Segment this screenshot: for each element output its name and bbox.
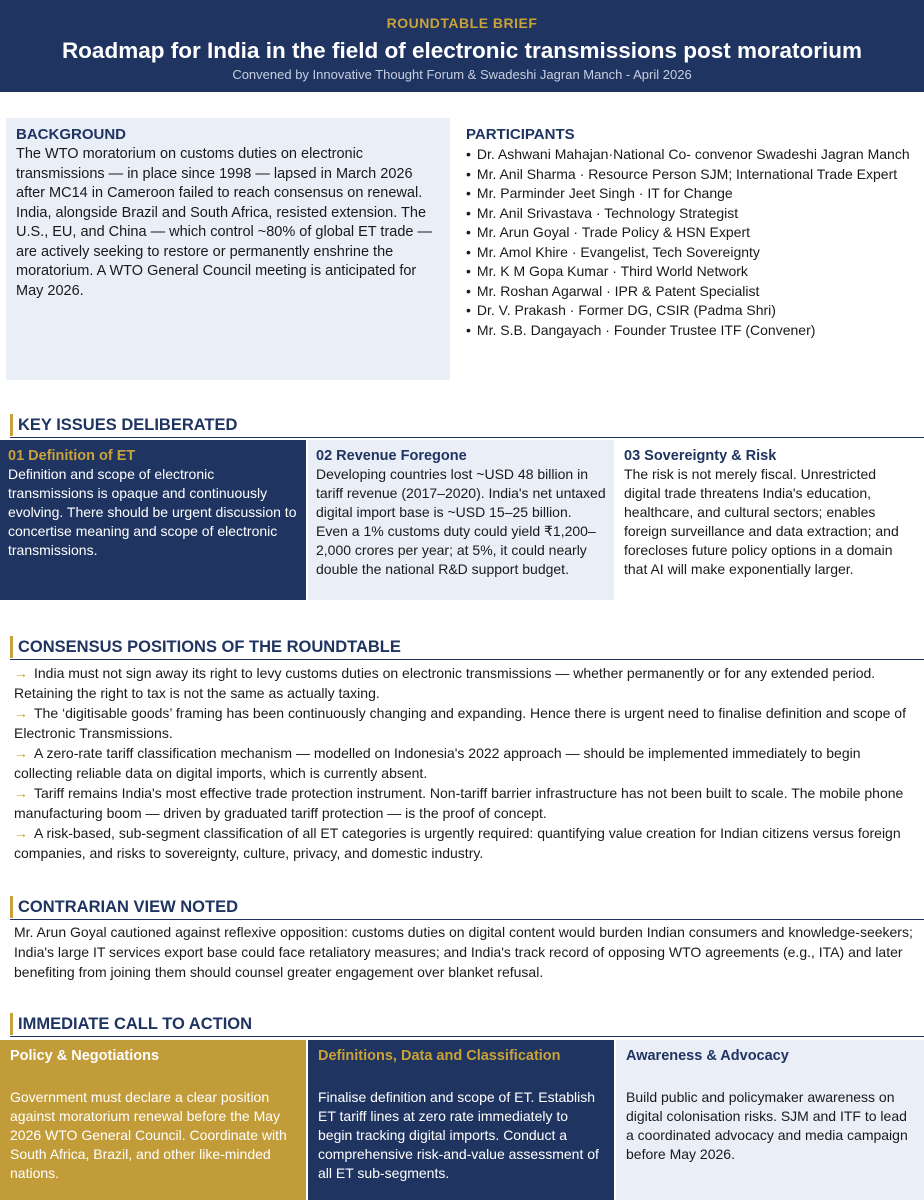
consensus-item <box>14 664 919 703</box>
issue-card-definition <box>0 440 306 600</box>
participant-name: Mr. Anil Srivastava <box>476 204 593 221</box>
participant-separator: · <box>608 263 621 279</box>
participant-role: Third World Network <box>620 263 748 279</box>
participant-name: Dr. Ashwani Mahajan <box>476 146 609 162</box>
consensus-text: A risk-based, sub-segment classification of all ET categories is urgently required: quantifying value creation for Indian citizens versus foreign companies, and risks to sovereignty, culture, privacy, and domestic industry. <box>14 825 901 861</box>
consensus-item <box>14 744 919 783</box>
participant-name: Mr. Amol Khire <box>476 243 568 260</box>
participant-separator: · <box>602 282 615 299</box>
participant-separator: · <box>634 185 648 201</box>
background-section <box>6 118 450 380</box>
consensus-list <box>14 664 919 864</box>
action-text: Build public and policymaker awareness on digital colonisation risks. SJM and ITF to lead a coordinated advocacy and media campaign before May 2026. <box>626 1089 908 1162</box>
action-card-awareness <box>616 1040 924 1200</box>
participant-name: Mr. Parminder Jeet Singh <box>476 185 635 201</box>
consensus-item <box>14 784 919 823</box>
action-text: Government must declare a clear position against moratorium renewal before the May 2026 WTO General Council. Coordinate with South Africa, Brazil, and other like-minded nations. <box>10 1089 287 1181</box>
participant-name: Mr. K M Gopa Kumar <box>476 263 609 279</box>
participant-separator: · <box>575 165 589 182</box>
participant-item: • Mr. Anil Sharma · Resource Person SJM; International Trade Expert <box>466 165 898 182</box>
participant-name: Mr. Arun Goyal <box>476 224 570 240</box>
consensus-text: India must not sign away its right to levy customs duties on electronic transmissions — whether permanently or for any extended period. Retaining the right to tax is not the same as actually taxing. <box>14 665 876 701</box>
action-title: Policy & Negotiations <box>10 1048 160 1064</box>
action-card-policy <box>0 1040 306 1200</box>
participant-separator: · <box>567 243 581 260</box>
arrow-right-icon: → <box>14 785 28 801</box>
participant-item: • Dr. Ashwani Mahajan·National Co- convenor Swadeshi Jagran Manch <box>466 146 910 162</box>
participants-section <box>456 118 924 380</box>
key-issues-heading: KEY ISSUES DELIBERATED <box>10 414 237 436</box>
arrow-right-icon: → <box>14 665 28 681</box>
background-text: The WTO moratorium on customs duties on electronic transmissions — in place since 1998 — lapsed in March 2026 after MC14 in Cameroon failed to reach consensus on renewal. India, alongside Brazil and South Africa, resisted extension. The U.S., EU, and China — which control ~80% of global ET trade — are actively seeking to restore or permanently enshrine the moratorium. A WTO General Council meeting is anticipated for May 2026. <box>16 146 433 299</box>
participant-item: • Mr. Amol Khire · Evangelist, Tech Sovereignty <box>466 243 760 260</box>
participant-name: Mr. Anil Sharma <box>476 165 576 182</box>
participant-role: National Co- convenor Swadeshi Jagran Manch <box>613 146 910 162</box>
participant-role: IPR & Patent Specialist <box>614 282 760 299</box>
participant-item: • Mr. Parminder Jeet Singh · IT for Change <box>466 185 733 201</box>
arrow-right-icon: → <box>14 825 28 841</box>
section-divider <box>10 659 924 660</box>
participant-role: Resource Person SJM; International Trade Expert <box>588 165 898 182</box>
participant-name: Dr. V. Prakash <box>476 302 566 318</box>
participant-name: Mr. S.B. Dangayach <box>476 321 602 338</box>
participant-item: • Mr. K M Gopa Kumar · Third World Network <box>466 263 748 279</box>
action-text: Finalise definition and scope of ET. Establish ET tariff lines at zero rate immediately to begin tracking digital imports. Conduct a comprehensive risk-and-value assessment of all ET sub-segments. <box>318 1089 599 1181</box>
call-to-action-heading: IMMEDIATE CALL TO ACTION <box>10 1013 252 1035</box>
contrarian-heading: CONTRARIAN VIEW NOTED <box>10 896 238 918</box>
consensus-text: Tariff remains India's most effective trade protection instrument. Non-tariff barrier infrastructure has not been built to scale. The mobile phone manufacturing boom — driven by graduated tariff protection — is the proof of concept. <box>14 785 904 821</box>
participant-item: • Mr. Anil Srivastava · Technology Strategist <box>466 204 739 221</box>
consensus-item <box>14 824 919 863</box>
participant-role: Former DG, CSIR (Padma Shri) <box>578 302 776 318</box>
participant-name: Mr. Roshan Agarwal <box>476 282 603 299</box>
consensus-text: The ‘digitisable goods’ framing has been continuously changing and expanding. Hence there is urgent need to finalise definition and scope of Electronic Transmissions. <box>14 705 906 741</box>
participant-separator: · <box>608 146 614 162</box>
issue-text: Definition and scope of electronic transmissions is opaque and continuously evolving. There should be urgent discussion to concertise meaning and scope of electronic transmissions. <box>8 466 297 558</box>
issue-title: 02 Revenue Foregone <box>316 448 467 464</box>
participant-role: Founder Trustee ITF (Convener) <box>613 321 816 338</box>
participant-item: • Dr. V. Prakash · Former DG, CSIR (Padma Shri) <box>466 302 776 318</box>
participant-separator: · <box>592 204 605 221</box>
issue-card-revenue <box>308 440 614 600</box>
background-heading: BACKGROUND <box>16 126 126 143</box>
participant-role: IT for Change <box>647 185 733 201</box>
participant-item: • Mr. Roshan Agarwal · IPR & Patent Specialist <box>466 282 760 299</box>
issue-text: Developing countries lost ~USD 48 billion in tariff revenue (2017–2020). India's net untaxed digital import base is ~USD 15–25 billion. Even a 1% customs duty could yield ₹1,200–2,000 crores per year; at 5%, it could nearly double the national R&D support budget. <box>316 466 606 577</box>
issue-title: 01 Definition of ET <box>8 448 136 464</box>
arrow-right-icon: → <box>14 705 28 721</box>
participant-separator: · <box>601 321 614 338</box>
contrarian-text: Mr. Arun Goyal cautioned against reflexive opposition: customs duties on digital content would burden Indian consumers and knowledge-seekers; India's large IT services export base could face retaliatory measures; and India's track record of opposing WTO agreements (e.g., ITA) and later benefiting from joining them should counsel greater engagement over blanket refusal. <box>14 924 913 980</box>
participants-list <box>466 145 914 340</box>
participant-item: • Mr. S.B. Dangayach · Founder Trustee ITF (Convener) <box>466 321 816 338</box>
issue-text: The risk is not merely fiscal. Unrestricted digital trade threatens India's education, healthcare, and cultural sectors; enables foreign surveillance and data extraction; and forecloses future policy options in a domain that AI will make exponentially larger. <box>624 466 899 577</box>
consensus-heading: CONSENSUS POSITIONS OF THE ROUNDTABLE <box>10 636 401 658</box>
participant-role: Technology Strategist <box>604 204 739 221</box>
action-title: Awareness & Advocacy <box>626 1048 789 1064</box>
section-divider <box>10 437 924 438</box>
section-divider <box>10 919 924 920</box>
participants-heading: PARTICIPANTS <box>466 126 575 143</box>
action-title: Definitions, Data and Classification <box>318 1048 561 1064</box>
arrow-right-icon: → <box>14 745 28 761</box>
section-divider <box>10 1036 924 1037</box>
participant-role: Evangelist, Tech Sovereignty <box>580 243 760 260</box>
participant-role: Trade Policy & HSN Expert <box>581 224 751 240</box>
brief-kicker: ROUNDTABLE BRIEF <box>386 15 538 31</box>
page-title: Roadmap for India in the field of electronic transmissions post moratorium <box>61 38 863 63</box>
consensus-text: A zero-rate tariff classification mechanism — modelled on Indonesia's 2022 approach — should be implemented immediately to begin collecting reliable data on digital imports, which is currently absent. <box>14 745 861 781</box>
participant-item: • Mr. Arun Goyal · Trade Policy & HSN Expert <box>466 224 751 240</box>
consensus-item <box>14 704 919 743</box>
issue-title: 03 Sovereignty & Risk <box>624 448 777 464</box>
action-card-definitions <box>308 1040 614 1200</box>
page-subtitle: Convened by Innovative Thought Forum & Swadeshi Jagran Manch - April 2026 <box>232 67 692 82</box>
participant-separator: · <box>569 224 582 240</box>
participant-separator: · <box>565 302 579 318</box>
header-banner <box>0 0 924 92</box>
issue-card-sovereignty <box>616 440 924 600</box>
